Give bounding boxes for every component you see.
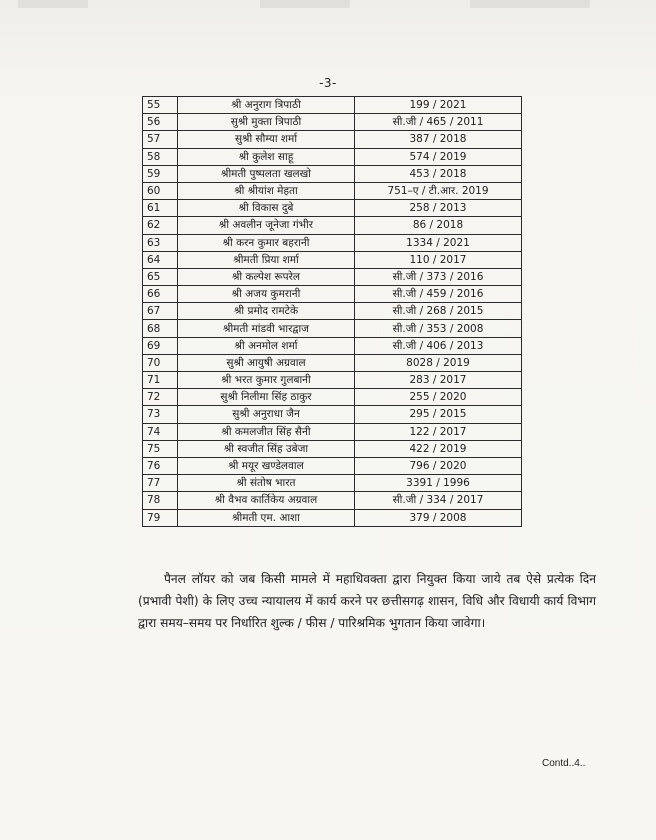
serial-number-cell: 67 (143, 303, 178, 320)
page-number: -3- (319, 76, 337, 90)
serial-number-cell: 64 (143, 251, 178, 268)
lawyer-name-cell: सुश्री सौम्या शर्मा (178, 131, 355, 148)
enrollment-number-cell: सी.जी / 373 / 2016 (355, 268, 522, 285)
lawyer-name-cell: श्रीमती एम. आशा (178, 509, 355, 526)
table-row (143, 217, 522, 234)
lawyer-name-cell: सुश्री आयुषी अग्रवाल (178, 354, 355, 371)
lawyer-name-cell: श्री करन कुमार बहरानी (178, 234, 355, 251)
lawyer-name-cell: श्री अवलीन जूनेजा गंभीर (178, 217, 355, 234)
enrollment-number-cell: सी.जी / 465 / 2011 (355, 114, 522, 131)
table-row (143, 509, 522, 526)
table-row (143, 337, 522, 354)
serial-number-cell: 61 (143, 200, 178, 217)
table-row (143, 406, 522, 423)
enrollment-number-cell: 1334 / 2021 (355, 234, 522, 251)
serial-number-cell: 76 (143, 457, 178, 474)
enrollment-number-cell: 86 / 2018 (355, 217, 522, 234)
table-row (143, 131, 522, 148)
serial-number-cell: 72 (143, 389, 178, 406)
lawyer-name-cell: श्री मयूर खण्डेलवाल (178, 457, 355, 474)
table-row (143, 251, 522, 268)
enrollment-number-cell: सी.जी / 353 / 2008 (355, 320, 522, 337)
table-row (143, 372, 522, 389)
lawyer-name-cell: श्री अनुराग त्रिपाठी (178, 97, 355, 114)
lawyer-name-cell: श्री श्रीयांश मेहता (178, 182, 355, 199)
serial-number-cell: 68 (143, 320, 178, 337)
enrollment-number-cell: 422 / 2019 (355, 440, 522, 457)
lawyer-name-cell: श्री अनमोल शर्मा (178, 337, 355, 354)
table-row (143, 320, 522, 337)
serial-number-cell: 78 (143, 492, 178, 509)
enrollment-number-cell: 387 / 2018 (355, 131, 522, 148)
paragraph-text: पैनल लॉयर को जब किसी मामले में महाधिवक्ता द्वारा नियुक्त किया जाये तब ऐसे प्रत्येक दिन (प्रभावी पेशी) के लिए उच्च न्यायालय में कार्य करने पर छत्तीसगढ़ शासन, विधि और विधायी कार्य विभाग द्वारा समय–समय पर निर्धारित शुल्क / फीस / पारिश्रमिक भुगतान किया जावेगा। (138, 572, 596, 630)
enrollment-number-cell: 295 / 2015 (355, 406, 522, 423)
fee-paragraph (138, 568, 596, 634)
serial-number-cell: 55 (143, 97, 178, 114)
lawyer-name-cell: श्री प्रमोद रामटेके (178, 303, 355, 320)
table-row (143, 492, 522, 509)
enrollment-number-cell: 574 / 2019 (355, 148, 522, 165)
table-row (143, 440, 522, 457)
enrollment-number-cell: 751–ए / टी.आर. 2019 (355, 182, 522, 199)
table-row (143, 182, 522, 199)
serial-number-cell: 56 (143, 114, 178, 131)
serial-number-cell: 63 (143, 234, 178, 251)
serial-number-cell: 60 (143, 182, 178, 199)
scan-edge-mark (260, 0, 350, 8)
lawyer-name-cell: सुश्री निलीमा सिंह ठाकुर (178, 389, 355, 406)
enrollment-number-cell: सी.जी / 268 / 2015 (355, 303, 522, 320)
lawyer-name-cell: सुश्री अनुराधा जैन (178, 406, 355, 423)
enrollment-number-cell: 122 / 2017 (355, 423, 522, 440)
lawyer-name-cell: श्री कुलेश साहू (178, 148, 355, 165)
serial-number-cell: 74 (143, 423, 178, 440)
table-row (143, 286, 522, 303)
enrollment-number-cell: 199 / 2021 (355, 97, 522, 114)
lawyer-name-cell: सुश्री मुक्ता त्रिपाठी (178, 114, 355, 131)
table-row (143, 268, 522, 285)
enrollment-number-cell: 453 / 2018 (355, 165, 522, 182)
table-row (143, 475, 522, 492)
enrollment-number-cell: 796 / 2020 (355, 457, 522, 474)
lawyer-name-cell: श्रीमती प्रिया शर्मा (178, 251, 355, 268)
serial-number-cell: 58 (143, 148, 178, 165)
table-row (143, 165, 522, 182)
lawyer-name-cell: श्रीमती पुष्पलता खलखो (178, 165, 355, 182)
serial-number-cell: 77 (143, 475, 178, 492)
lawyer-name-cell: श्री विकास दुबे (178, 200, 355, 217)
serial-number-cell: 69 (143, 337, 178, 354)
lawyer-name-cell: श्री कमलजीत सिंह सैनी (178, 423, 355, 440)
lawyer-name-cell: श्री भरत कुमार गुलबानी (178, 372, 355, 389)
panel-lawyer-table (142, 96, 522, 527)
lawyer-name-cell: श्री वैभव कार्तिकेय अग्रवाल (178, 492, 355, 509)
enrollment-number-cell: 283 / 2017 (355, 372, 522, 389)
serial-number-cell: 57 (143, 131, 178, 148)
lawyer-name-cell: श्री स्वजीत सिंह उबेजा (178, 440, 355, 457)
table-row (143, 457, 522, 474)
serial-number-cell: 79 (143, 509, 178, 526)
serial-number-cell: 66 (143, 286, 178, 303)
serial-number-cell: 62 (143, 217, 178, 234)
table-row (143, 148, 522, 165)
lawyer-name-cell: श्री कल्पेश रूपरेल (178, 268, 355, 285)
enrollment-number-cell: 110 / 2017 (355, 251, 522, 268)
scan-edge-mark (18, 0, 88, 8)
serial-number-cell: 59 (143, 165, 178, 182)
serial-number-cell: 70 (143, 354, 178, 371)
enrollment-number-cell: सी.जी / 406 / 2013 (355, 337, 522, 354)
serial-number-cell: 65 (143, 268, 178, 285)
serial-number-cell: 73 (143, 406, 178, 423)
enrollment-number-cell: 3391 / 1996 (355, 475, 522, 492)
table-row (143, 423, 522, 440)
scan-edge-mark (470, 0, 590, 8)
table-row (143, 354, 522, 371)
lawyer-name-cell: श्रीमती मांडवी भारद्वाज (178, 320, 355, 337)
table-body (143, 97, 522, 527)
table-row (143, 97, 522, 114)
table-row (143, 303, 522, 320)
enrollment-number-cell: 8028 / 2019 (355, 354, 522, 371)
table-row (143, 114, 522, 131)
enrollment-number-cell: 258 / 2013 (355, 200, 522, 217)
enrollment-number-cell: सी.जी / 459 / 2016 (355, 286, 522, 303)
serial-number-cell: 71 (143, 372, 178, 389)
continuation-note: Contd..4.. (542, 758, 586, 769)
table-row (143, 200, 522, 217)
lawyer-name-cell: श्री संतोष भारत (178, 475, 355, 492)
enrollment-number-cell: 379 / 2008 (355, 509, 522, 526)
lawyer-name-cell: श्री अजय कुमरानी (178, 286, 355, 303)
enrollment-number-cell: सी.जी / 334 / 2017 (355, 492, 522, 509)
enrollment-number-cell: 255 / 2020 (355, 389, 522, 406)
serial-number-cell: 75 (143, 440, 178, 457)
table-row (143, 234, 522, 251)
table-row (143, 389, 522, 406)
